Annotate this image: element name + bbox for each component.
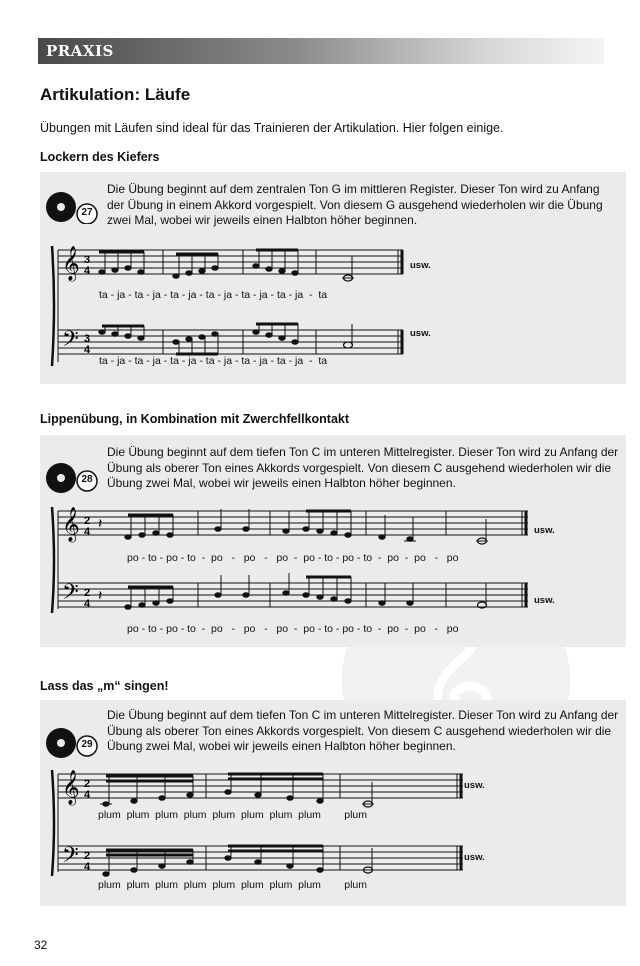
exercise-1-box	[40, 172, 626, 384]
lyrics-upper: plum plum plum plum plum plum plum plum plum	[98, 809, 368, 821]
cd-icon	[44, 726, 98, 765]
lyrics-lower: ta - ja - ta - ja - ta - ja - ta - ja - ta - ja - ta - ja - ta	[99, 355, 328, 367]
lyrics-upper: ta - ja - ta - ja - ta - ja - ta - ja - ta - ja - ta - ja - ta	[99, 289, 328, 301]
exercise-3-description: Die Übung beginnt auf dem tiefen Ton C im unteren Mittelregister. Dieser Ton wird zu Anfang der Übung als oberer Ton eines Akkords vorgespielt. Von diesem C ausgehend wiederholen wir die Übung zwei Mal, wobei wir jeweils einen Halbton höher beginnen.	[107, 708, 619, 753]
track-number: 27	[81, 207, 93, 218]
svg-text:𝄽: 𝄽	[98, 515, 103, 531]
notation-exercise-2	[58, 507, 558, 637]
exercise-3-box	[40, 700, 626, 906]
svg-text:𝄢: 𝄢	[62, 580, 79, 610]
track-number: 28	[81, 474, 93, 485]
exercise-2-description: Die Übung beginnt auf dem tiefen Ton C im unteren Mittelregister. Dieser Ton wird zu Anfang der Übung als oberer Ton eines Akkords vorgespielt. Von diesem C ausgehend wiederholen wir die Übung zwei Mal, wobei wir jeweils einen Halbton höher beginnen.	[107, 445, 619, 490]
svg-text:4: 4	[84, 526, 91, 538]
lyrics-lower: plum plum plum plum plum plum plum plum plum	[98, 879, 368, 891]
svg-text:𝄽: 𝄽	[98, 587, 103, 603]
track-number: 29	[81, 739, 93, 750]
svg-text:2: 2	[84, 850, 91, 862]
repeat-mark: usw.	[464, 852, 485, 863]
exercise-3-heading: Lass das „m“ singen!	[40, 679, 169, 693]
svg-text:3: 3	[84, 333, 91, 345]
repeat-mark: usw.	[534, 525, 555, 536]
page-number: 32	[34, 938, 48, 952]
svg-text:𝄞: 𝄞	[62, 507, 80, 542]
svg-text:4: 4	[84, 789, 91, 801]
exercise-2-heading: Lippenübung, in Kombination mit Zwerchfellkontakt	[40, 412, 350, 426]
section-label: PRAXIS	[46, 42, 114, 60]
lyrics-lower: po - to - po - to - po - po - po - po - to - po - to - po - po - po	[127, 623, 459, 635]
svg-text:4: 4	[84, 344, 91, 356]
repeat-mark: usw.	[534, 595, 555, 606]
svg-text:4: 4	[84, 265, 91, 277]
intro-text: Übungen mit Läufen sind ideal für das Trainieren der Artikulation. Hier folgen einige.	[40, 121, 504, 135]
svg-text:4: 4	[84, 598, 91, 610]
exercise-1-heading: Lockern des Kiefers	[40, 150, 160, 164]
exercise-2-box	[40, 435, 626, 647]
svg-text:2: 2	[84, 587, 91, 599]
cd-icon	[44, 461, 98, 500]
svg-text:2: 2	[84, 515, 91, 527]
svg-text:𝄞: 𝄞	[62, 770, 80, 805]
svg-text:𝄢: 𝄢	[62, 843, 79, 873]
lyrics-upper: po - to - po - to - po - po - po - po - to - po - to - po - po - po	[127, 552, 459, 564]
svg-text:𝄢: 𝄢	[62, 327, 79, 357]
notation-exercise-1	[58, 242, 428, 372]
repeat-mark: usw.	[410, 260, 431, 271]
page-title: Artikulation: Läufe	[40, 85, 191, 104]
cd-icon	[44, 190, 98, 229]
svg-text:𝄞: 𝄞	[62, 246, 80, 281]
svg-text:2: 2	[84, 778, 91, 790]
section-banner	[38, 38, 604, 64]
repeat-mark: usw.	[410, 328, 431, 339]
svg-text:4: 4	[84, 861, 91, 873]
repeat-mark: usw.	[464, 780, 485, 791]
exercise-1-description: Die Übung beginnt auf dem zentralen Ton G im mittleren Register. Dieser Ton wird zu Anfang der Übung in einem Akkord vorgespielt. Von diesem G ausgehend wiederholen wir die Übung zwei Mal, wobei wir jeweils einen Halbton höher beginnen.	[107, 182, 603, 227]
svg-text:3: 3	[84, 254, 91, 266]
